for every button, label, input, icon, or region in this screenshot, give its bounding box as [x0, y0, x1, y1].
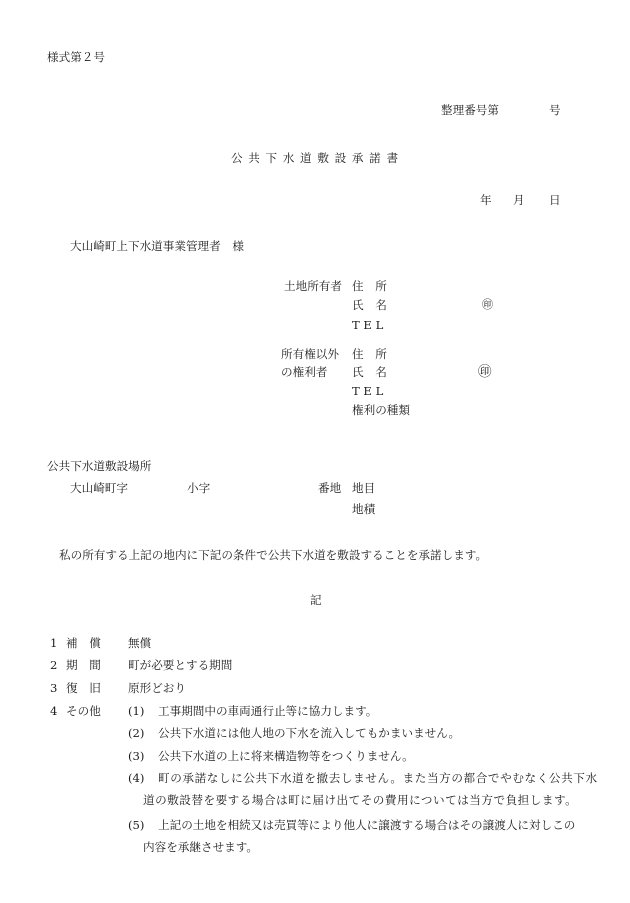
land-owner-tel-label: T E L: [352, 318, 384, 332]
location-chiseki-label: 地積: [352, 502, 376, 516]
condition-number: 3: [50, 681, 58, 695]
location-koaza-label: 小字: [187, 481, 211, 495]
land-owner-name-label: 氏 名: [352, 298, 387, 312]
location-heading: 公共下水道敷設場所: [47, 459, 152, 473]
other-item-number: (2): [128, 726, 145, 740]
condition-text: 町が必要とする期間: [128, 658, 233, 672]
right-holder-seal-icon: ㊞: [478, 364, 492, 380]
other-item-text-continuation: 内容を承継させます。: [143, 840, 259, 854]
date-year-label: 年: [480, 193, 492, 207]
condition-label: 期 間: [66, 658, 101, 672]
other-item-text-continuation: 道の敷設替を要する場合は町に届け出てその費用については当方で負担します。: [143, 793, 578, 807]
reference-number-prefix: 整理番号第: [441, 103, 499, 117]
other-item-text: 公共下水道の上に将来構造物等をつくりません。: [158, 749, 414, 763]
land-owner-address-label: 住 所: [352, 279, 387, 293]
condition-number: 1: [50, 636, 58, 650]
ki-heading: 記: [310, 593, 322, 607]
condition-label: 復 旧: [66, 681, 101, 695]
condition-number: 2: [50, 658, 58, 672]
addressee: 大山崎町上下水道事業管理者 様: [70, 239, 244, 253]
right-holder-label-line2: の権利者: [281, 365, 328, 379]
condition-label: その他: [66, 704, 101, 718]
location-banchi-label: 番地: [318, 481, 342, 495]
other-item-number: (5): [128, 818, 145, 832]
other-item-number: (1): [128, 704, 145, 718]
right-type-label: 権利の種類: [352, 403, 410, 417]
location-aza-label: 大山崎町字: [70, 481, 128, 495]
document-title: 公 共 下 水 道 敷 設 承 諾 書: [230, 151, 400, 165]
land-owner-label: 土地所有者: [284, 279, 342, 293]
land-owner-seal-icon: ㊞: [482, 298, 493, 311]
condition-text: 原形どおり: [128, 681, 186, 695]
condition-number: 4: [50, 704, 58, 718]
other-item-text: 町の承諾なしに公共下水道を撤去しません。また当方の都合でやむなく公共下水: [158, 771, 598, 785]
right-holder-label-line1: 所有権以外: [281, 347, 339, 361]
other-item-text: 公共下水道には他人地の下水を流入してもかまいません。: [158, 726, 461, 740]
other-item-text: 工事期間中の車両通行止等に協力します。: [158, 704, 378, 718]
consent-statement: 私の所有する上記の地内に下記の条件で公共下水道を敷設することを承諾します。: [59, 548, 488, 562]
reference-number-suffix: 号: [549, 103, 561, 117]
location-chimoku-label: 地目: [352, 481, 376, 495]
other-item-number: (4): [128, 771, 145, 785]
other-item-text: 上記の土地を相続又は売買等により他人に譲渡する場合はその譲渡人に対しこの: [158, 818, 576, 832]
right-holder-name-label: 氏 名: [352, 365, 387, 379]
form-number: 様式第２号: [47, 50, 105, 64]
right-holder-address-label: 住 所: [352, 347, 387, 361]
condition-text: 無償: [128, 636, 152, 650]
date-month-label: 月: [513, 193, 525, 207]
other-item-number: (3): [128, 749, 145, 763]
right-holder-tel-label: T E L: [352, 384, 384, 398]
date-day-label: 日: [549, 193, 561, 207]
condition-label: 補 償: [66, 636, 101, 650]
